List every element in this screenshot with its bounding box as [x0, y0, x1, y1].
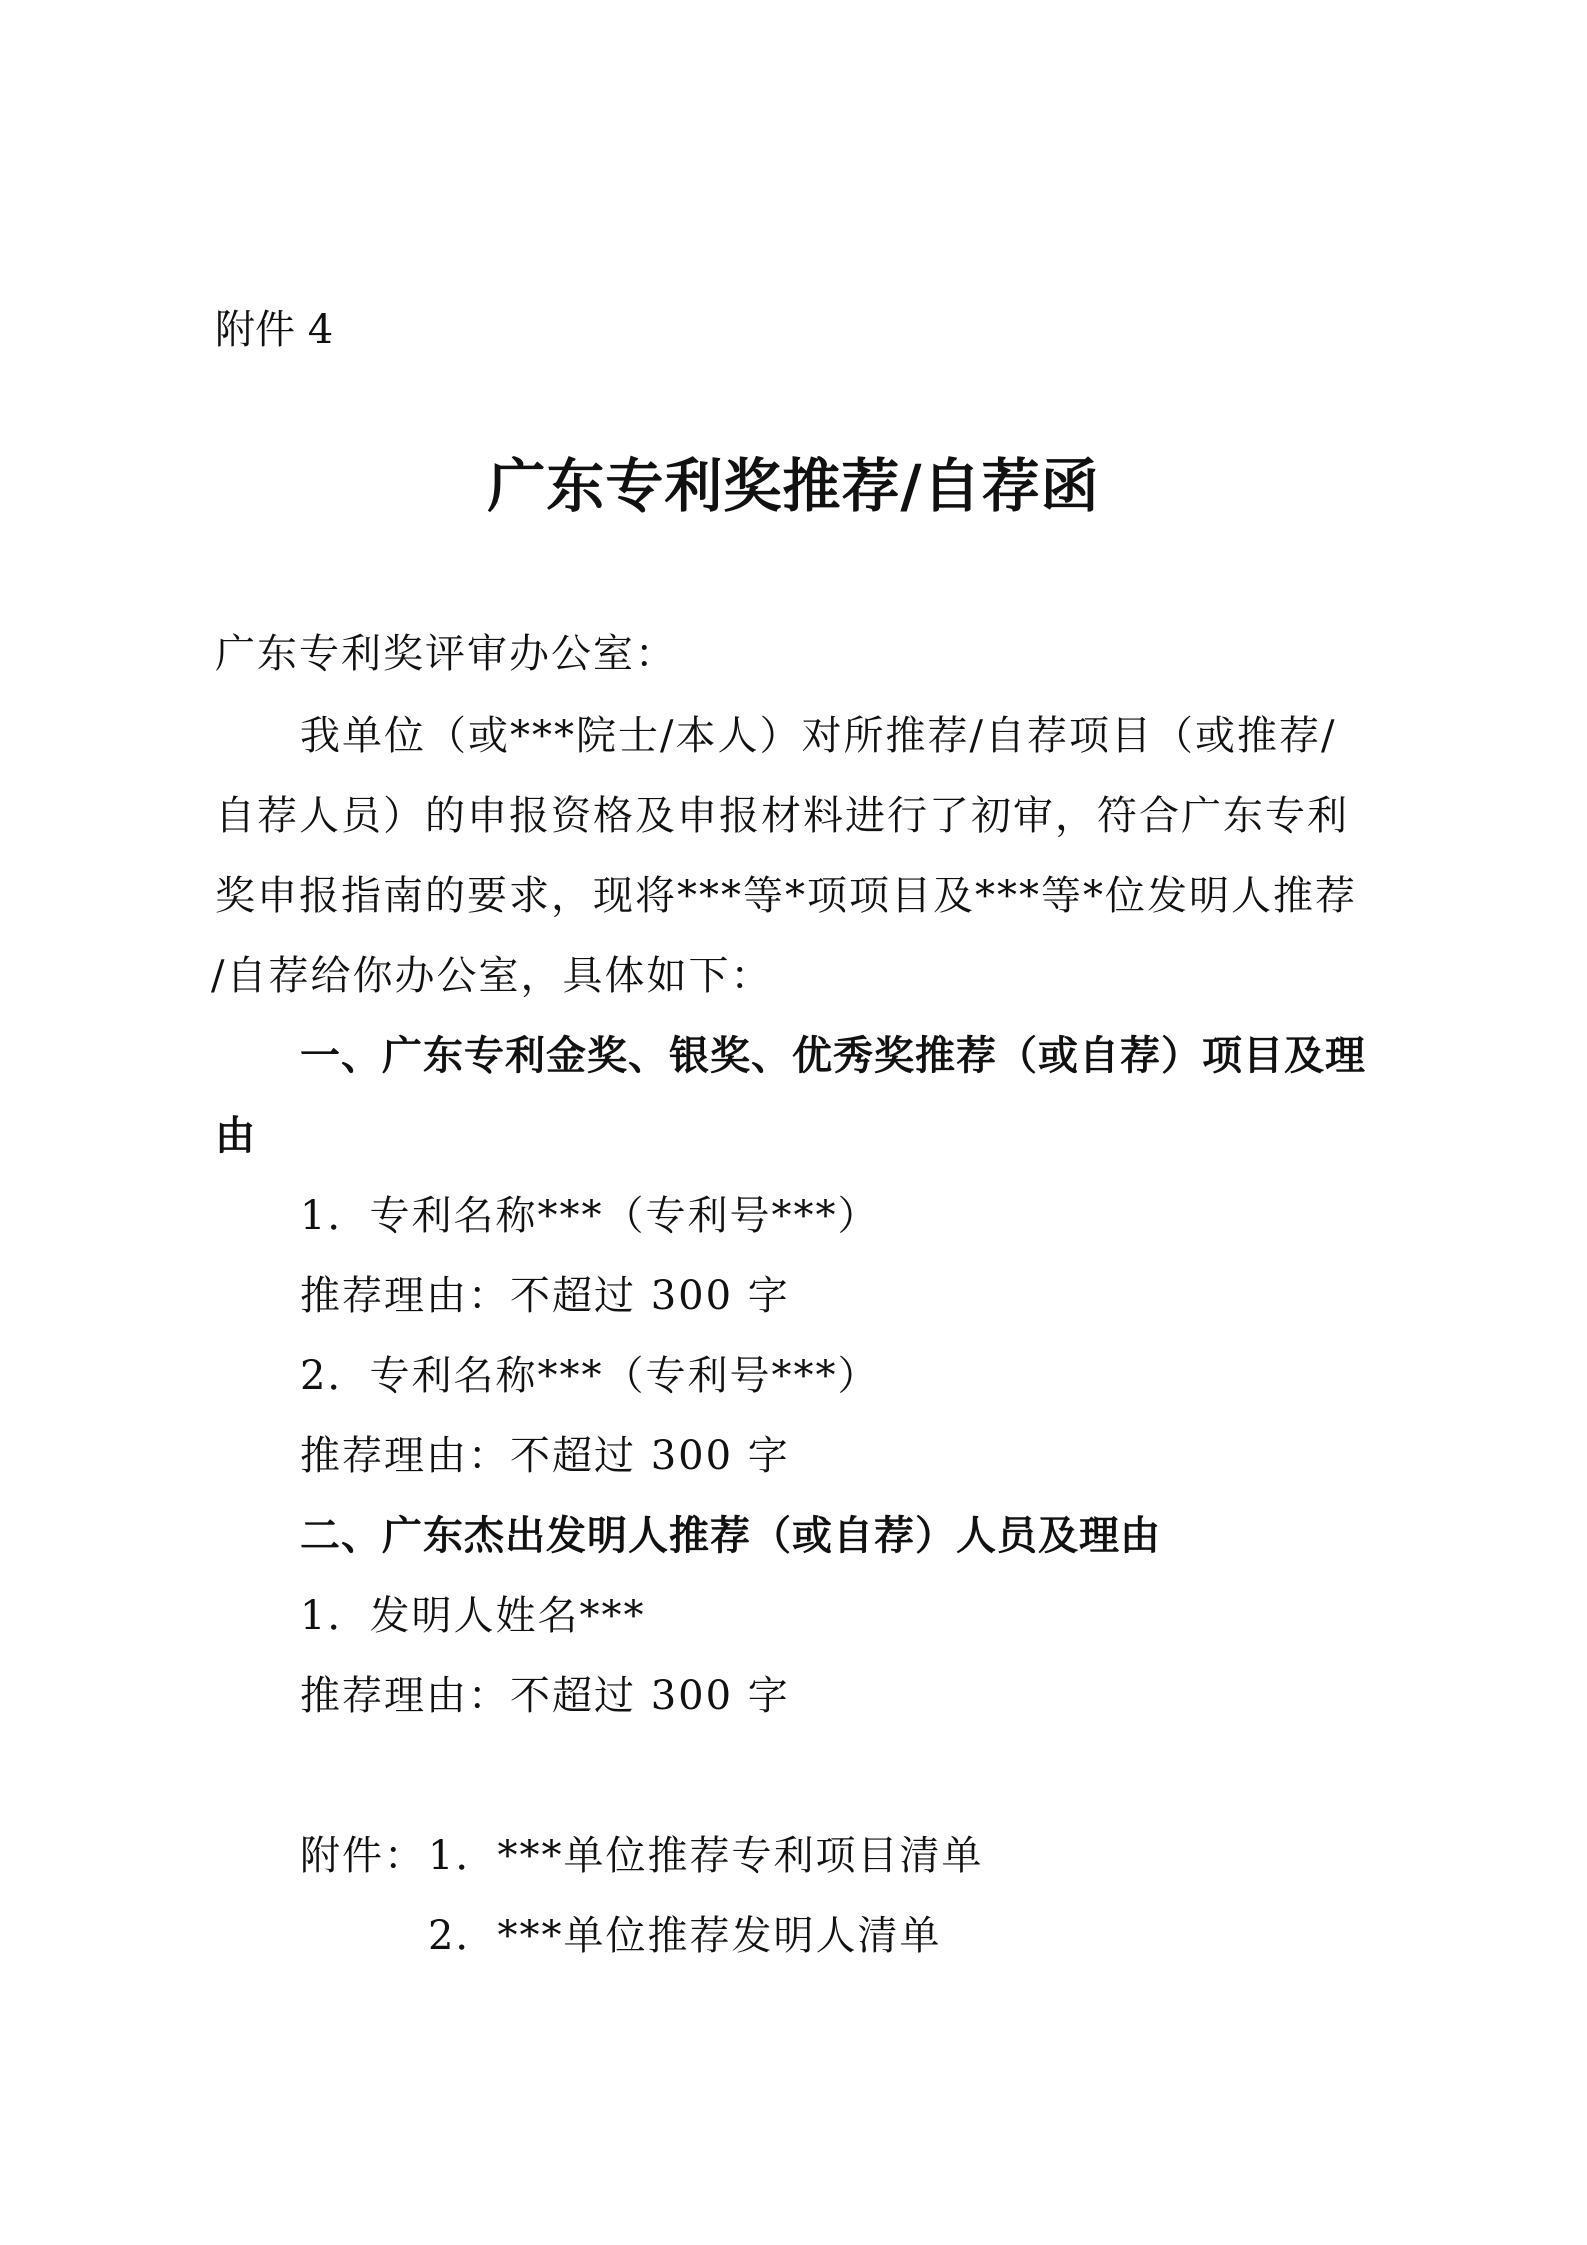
body-paragraph-line: /自荐给你办公室，具体如下：: [211, 953, 773, 999]
attachments-label: 附件：: [300, 1833, 426, 1879]
body-paragraph-line: 我单位（或***院士/本人）对所推荐/自荐项目（或推荐/: [300, 713, 1337, 759]
attachment-number: 附件 4: [215, 307, 334, 353]
inventor-item-reason: 推荐理由：不超过 300 字: [300, 1673, 790, 1719]
section-1-heading-continued: 由: [215, 1113, 256, 1159]
patent-item-name: 2．专利名称***（专利号***）: [300, 1353, 880, 1399]
body-paragraph-line: 自荐人员）的申报资格及申报材料进行了初审，符合广东专利: [215, 793, 1349, 839]
document-title: 广东专利奖推荐/自荐函: [487, 452, 1100, 520]
patent-item-name: 1．专利名称***（专利号***）: [300, 1193, 880, 1239]
attachment-item: 1．***单位推荐专利项目清单: [428, 1833, 984, 1879]
inventor-item-name: 1．发明人姓名***: [300, 1593, 646, 1639]
patent-item-reason: 推荐理由：不超过 300 字: [300, 1273, 790, 1319]
body-paragraph-line: 奖申报指南的要求，现将***等*项项目及***等*位发明人推荐: [215, 873, 1357, 919]
section-1-heading: 一、广东专利金奖、银奖、优秀奖推荐（或自荐）项目及理: [300, 1033, 1366, 1079]
addressee: 广东专利奖评审办公室：: [215, 631, 677, 677]
section-2-heading: 二、广东杰出发明人推荐（或自荐）人员及理由: [300, 1513, 1161, 1559]
patent-item-reason: 推荐理由：不超过 300 字: [300, 1433, 790, 1479]
attachment-item: 2．***单位推荐发明人清单: [428, 1913, 942, 1959]
